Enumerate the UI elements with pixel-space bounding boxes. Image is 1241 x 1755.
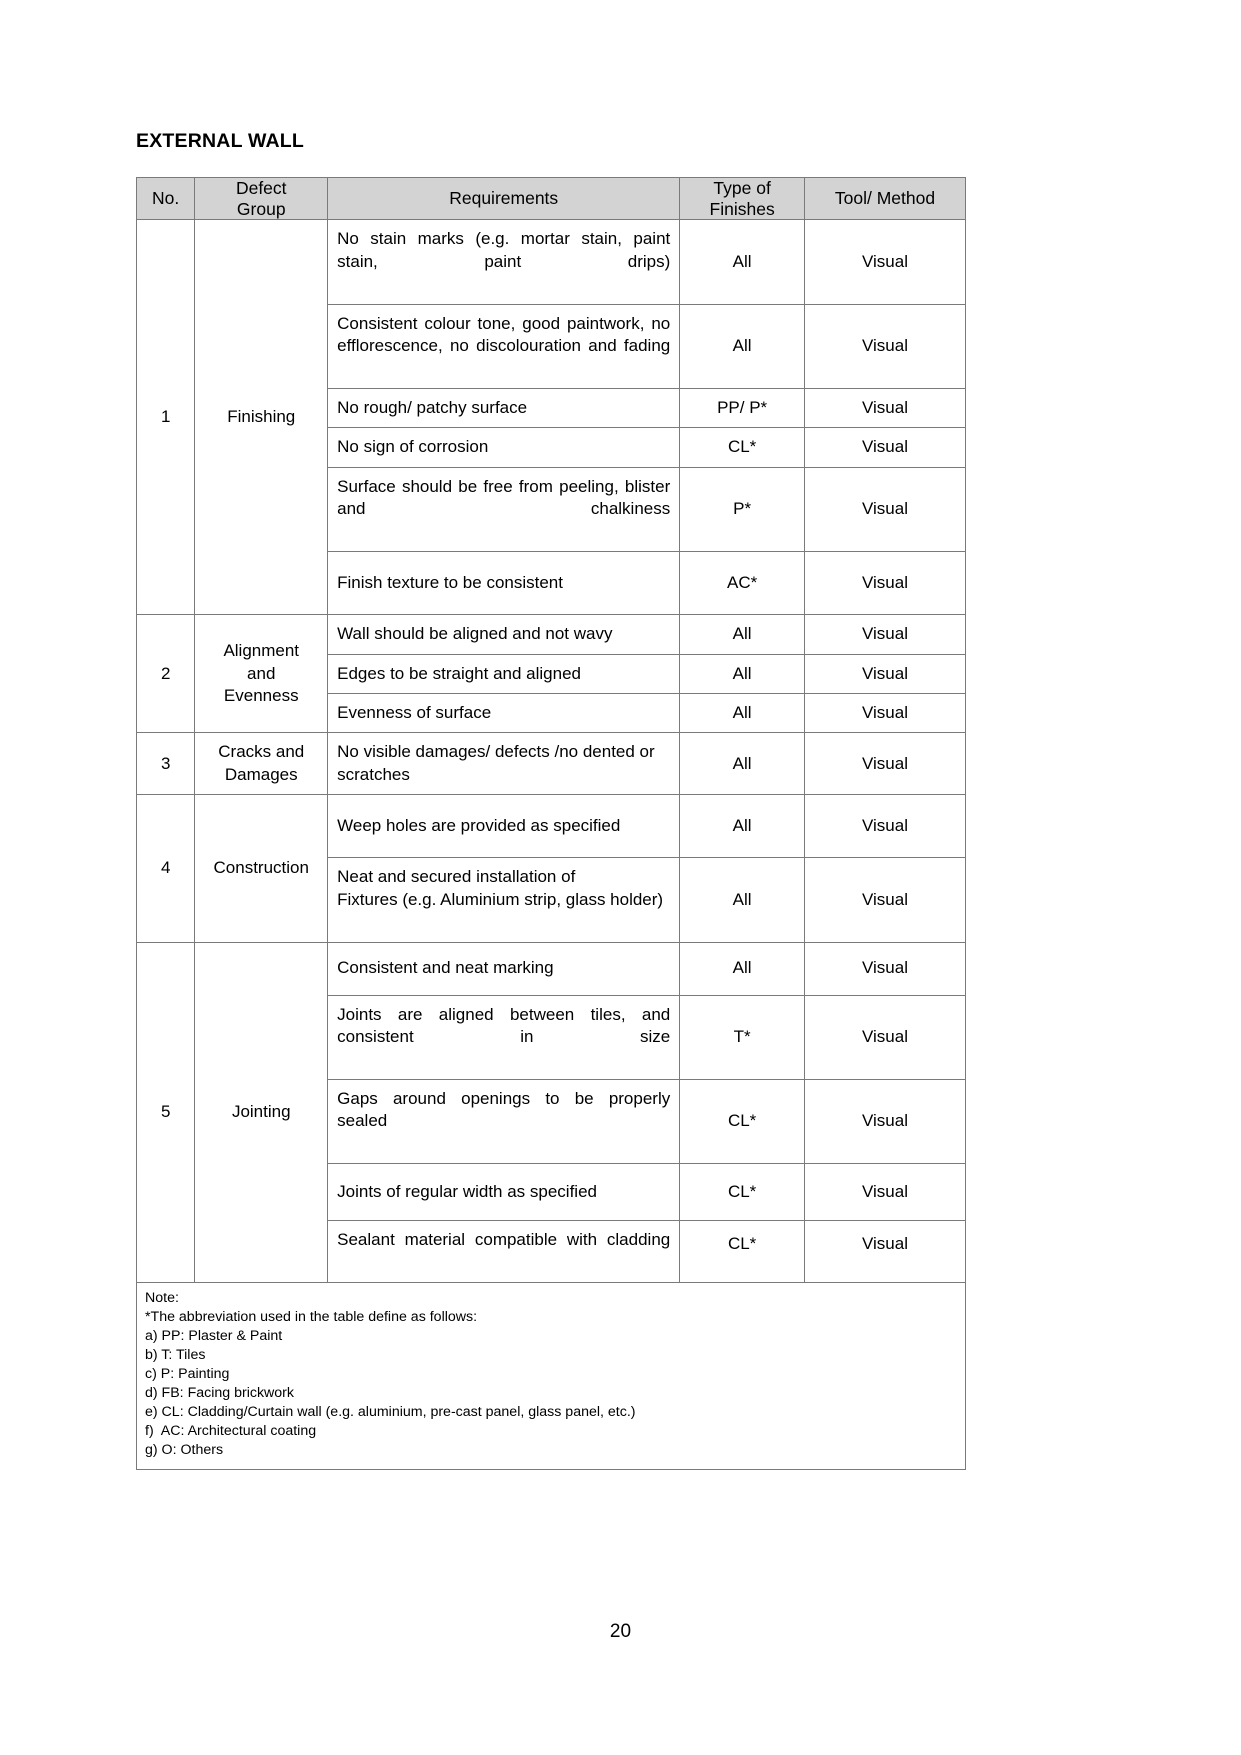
- requirement-text: Joints of regular width as specified: [337, 1182, 597, 1201]
- requirement-cell: [328, 1164, 680, 1221]
- tool-method-value: Visual: [862, 1182, 908, 1201]
- tool-method-cell: [805, 942, 966, 995]
- defect-group-label: [195, 634, 327, 713]
- defect-group-header-line2: Group: [236, 198, 286, 219]
- type-of-finishes-value: All: [732, 336, 752, 356]
- requirement-cell: [328, 795, 680, 858]
- requirement-text: Consistent colour tone, good paintwork, no efflorescence, no discolouration and fading: [337, 313, 671, 356]
- requirement-text: Evenness of surface: [337, 702, 492, 722]
- requirement-cell: [328, 552, 680, 615]
- type-of-finishes-cell: [680, 942, 805, 995]
- group-number: 4: [160, 858, 171, 878]
- tool-method-cell: [805, 304, 966, 388]
- tool-method-cell: [805, 1221, 966, 1283]
- defect-group-line2: and: [247, 663, 276, 683]
- requirement-text: Weep holes are provided as specified: [337, 816, 621, 836]
- column-header-no: No.: [137, 178, 195, 220]
- type-of-finishes-cell: [680, 795, 805, 858]
- column-header-requirements: Requirements: [328, 178, 680, 220]
- type-of-finishes-value: CL*: [727, 1182, 757, 1201]
- requirement-cell: [328, 995, 680, 1079]
- group-number-cell: [137, 733, 195, 795]
- type-of-finishes-cell: [680, 428, 805, 467]
- tool-method-value: Visual: [862, 572, 908, 592]
- type-of-finishes-cell: [680, 1221, 805, 1283]
- requirement-text: No stain marks (e.g. mortar stain, paint stain, paint drips): [337, 229, 671, 271]
- tool-method-cell: [805, 995, 966, 1079]
- note-item-b: b) T: Tiles: [145, 1346, 206, 1363]
- requirement-cell: [328, 942, 680, 995]
- requirement-text: Consistent and neat marking: [337, 958, 554, 978]
- table-note-row: [137, 1283, 966, 1470]
- requirement-cell: [328, 428, 680, 467]
- type-of-finishes-value: All: [732, 624, 752, 644]
- type-of-finishes-value: CL*: [727, 1111, 757, 1131]
- type-of-finishes-cell: [680, 1164, 805, 1221]
- type-of-finishes-cell: [680, 995, 805, 1079]
- tool-method-cell: [805, 220, 966, 304]
- type-of-finishes-cell: [680, 467, 805, 551]
- table-row: [137, 795, 966, 858]
- tool-method-cell: [805, 795, 966, 858]
- tool-method-cell: [805, 1079, 966, 1163]
- tool-method-value: Visual: [862, 1111, 908, 1131]
- tool-method-cell: [805, 858, 966, 942]
- note-item-d: d) FB: Facing brickwork: [145, 1384, 295, 1401]
- tool-method-cell: [805, 467, 966, 551]
- type-of-finishes-value: All: [732, 958, 752, 978]
- table-row: [137, 942, 966, 995]
- column-header-tool-method: Tool/ Method: [805, 178, 966, 220]
- type-of-finishes-cell: [680, 552, 805, 615]
- requirement-text: Edges to be straight and aligned: [337, 663, 581, 683]
- defect-group-label: Construction: [213, 858, 309, 878]
- type-of-finishes-value: All: [732, 251, 752, 271]
- group-number: 2: [160, 663, 171, 683]
- defect-group-label: [195, 735, 327, 792]
- external-wall-inspection-table: [136, 177, 966, 1470]
- requirement-cell: [328, 467, 680, 551]
- type-of-finishes-cell: [680, 1079, 805, 1163]
- tool-method-value: Visual: [862, 437, 908, 457]
- tool-method-cell: [805, 733, 966, 795]
- note-cell: [137, 1283, 966, 1470]
- requirement-text: Joints are aligned between tiles, and consistent in size: [337, 1004, 671, 1047]
- tool-method-value: Visual: [862, 1234, 908, 1254]
- defect-group-cell: [195, 942, 328, 1283]
- group-number: 3: [160, 753, 171, 773]
- note-block: [137, 1283, 965, 1469]
- tool-method-value: Visual: [862, 958, 908, 978]
- requirement-cell: [328, 304, 680, 388]
- note-item-a: a) PP: Plaster & Paint: [145, 1328, 283, 1344]
- table-row: [137, 615, 966, 654]
- table-row: [137, 220, 966, 304]
- tool-method-value: Visual: [862, 1027, 908, 1047]
- requirement-cell: [328, 858, 680, 942]
- column-header-defect-group: [195, 178, 328, 220]
- requirement-text: No rough/ patchy surface: [337, 397, 528, 417]
- tool-method-cell: [805, 388, 966, 427]
- tool-method-value: Visual: [862, 663, 908, 683]
- requirement-cell: [328, 388, 680, 427]
- defect-group-cell: [195, 615, 328, 733]
- requirement-text: No visible damages/ defects /no dented or scratches: [337, 742, 655, 784]
- type-of-finishes-value: AC*: [727, 572, 758, 592]
- group-number-cell: [137, 795, 195, 942]
- requirement-cell: [328, 1079, 680, 1163]
- group-number-cell: [137, 942, 195, 1283]
- defect-group-label: Finishing: [227, 406, 296, 426]
- defect-group-cell: [195, 220, 328, 615]
- requirement-line1: Neat and secured installation of: [337, 867, 576, 887]
- tool-method-cell: [805, 428, 966, 467]
- defect-group-line3: Evenness: [223, 685, 299, 705]
- defect-group-cell: [195, 733, 328, 795]
- requirement-text: Finish texture to be consistent: [337, 572, 563, 592]
- defect-group-line1: Alignment: [223, 641, 300, 661]
- note-item-f: f) AC: Architectural coating: [145, 1422, 317, 1439]
- tool-method-value: Visual: [862, 702, 908, 722]
- requirement-cell: [328, 654, 680, 693]
- page-title: EXTERNAL WALL: [136, 130, 304, 152]
- tool-method-cell: [805, 654, 966, 693]
- tool-method-cell: [805, 615, 966, 654]
- requirement-text: Wall should be aligned and not wavy: [337, 624, 613, 644]
- tool-method-cell: [805, 1164, 966, 1221]
- requirement-text: Surface should be free from peeling, blister and chalkiness: [337, 476, 671, 519]
- tool-method-value: Visual: [862, 499, 908, 519]
- type-of-finishes-cell: [680, 220, 805, 304]
- defect-group-label: Jointing: [231, 1102, 291, 1122]
- type-of-finishes-cell: [680, 304, 805, 388]
- requirement-cell: [328, 220, 680, 304]
- defect-group-line2: Damages: [224, 764, 298, 784]
- requirement-text: No sign of corrosion: [337, 437, 489, 457]
- tool-method-value: Visual: [862, 336, 908, 356]
- defect-group-line1: Cracks and: [218, 742, 305, 762]
- column-header-type-of-finishes: [680, 178, 805, 220]
- requirement-text: [328, 858, 679, 941]
- requirement-cell: [328, 733, 680, 795]
- type-of-finishes-value: All: [732, 816, 752, 836]
- tool-method-cell: [805, 552, 966, 615]
- type-of-finishes-value: All: [732, 663, 752, 683]
- tool-method-cell: [805, 693, 966, 732]
- type-of-finishes-value: PP/ P*: [717, 397, 768, 417]
- type-of-finishes-header-line1: Type of: [713, 178, 771, 198]
- type-of-finishes-cell: [680, 693, 805, 732]
- type-of-finishes-value: T*: [733, 1027, 751, 1047]
- defect-group-header-line1: Defect: [235, 178, 287, 198]
- group-number: 1: [160, 406, 171, 426]
- requirement-cell: [328, 615, 680, 654]
- type-of-finishes-cell: [680, 858, 805, 942]
- note-item-g: g) O: Others: [145, 1441, 224, 1458]
- tool-method-value: Visual: [862, 397, 908, 417]
- type-of-finishes-value: All: [732, 753, 752, 773]
- type-of-finishes-value: P*: [733, 499, 752, 519]
- type-of-finishes-value: CL*: [727, 1234, 757, 1254]
- type-of-finishes-cell: [680, 388, 805, 427]
- tool-method-value: Visual: [862, 251, 908, 271]
- requirement-text: Gaps around openings to be properly sealed: [337, 1088, 671, 1131]
- type-of-finishes-value: All: [732, 889, 752, 909]
- requirement-line2: Fixtures (e.g. Aluminium strip, glass holder): [337, 889, 664, 909]
- type-of-finishes-header-line2: Finishes: [709, 198, 775, 219]
- tool-method-value: Visual: [862, 753, 908, 773]
- group-number-cell: [137, 220, 195, 615]
- type-of-finishes-cell: [680, 615, 805, 654]
- page-number: 20: [609, 1621, 632, 1642]
- tool-method-value: Visual: [862, 624, 908, 644]
- note-item-e: e) CL: Cladding/Curtain wall (e.g. aluminium, pre-cast panel, glass panel, etc.): [145, 1403, 636, 1420]
- requirement-cell: [328, 1221, 680, 1283]
- table-header-row: [137, 178, 966, 220]
- group-number-cell: [137, 615, 195, 733]
- tool-method-value: Visual: [862, 889, 908, 909]
- table-row: [137, 733, 966, 795]
- note-title: Note:: [145, 1290, 179, 1307]
- tool-method-value: Visual: [862, 816, 908, 836]
- requirement-text: Sealant material compatible with cladding: [337, 1230, 671, 1250]
- requirement-cell: [328, 693, 680, 732]
- group-number: 5: [160, 1102, 171, 1122]
- type-of-finishes-value: CL*: [727, 437, 757, 457]
- type-of-finishes-value: All: [732, 702, 752, 722]
- defect-group-cell: [195, 795, 328, 942]
- type-of-finishes-cell: [680, 733, 805, 795]
- note-intro: *The abbreviation used in the table define as follows:: [145, 1309, 478, 1326]
- type-of-finishes-cell: [680, 654, 805, 693]
- note-item-c: c) P: Painting: [145, 1365, 230, 1382]
